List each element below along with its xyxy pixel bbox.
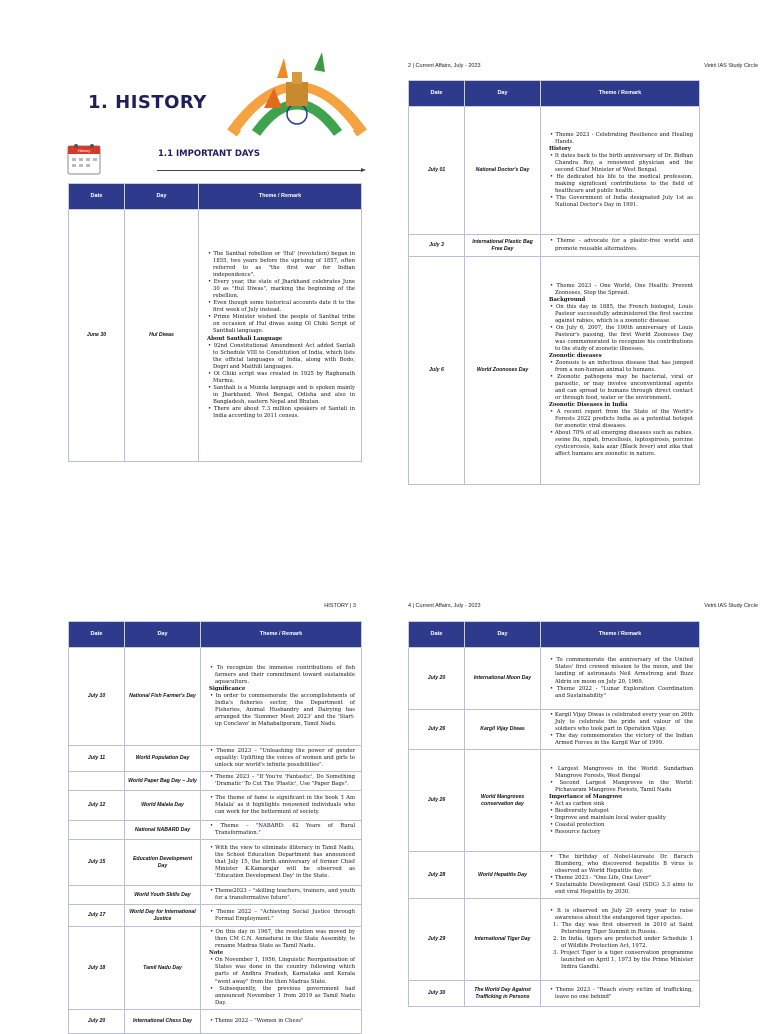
remark-item: • The day commemorates the victory of the Indian Armed Forces in the Kargil War of 1999. xyxy=(549,733,693,747)
table-row xyxy=(409,750,700,852)
important-days-table xyxy=(68,621,362,1034)
cell-day: World Day for International Justice xyxy=(125,905,201,927)
table-row xyxy=(69,648,362,746)
remark-item: 1. The day was first observed in 2010 at Saint Petersburg Tiger Summit in Russia. xyxy=(553,922,693,936)
table-row xyxy=(69,746,362,772)
india-flag-illustration xyxy=(222,48,372,138)
table-row xyxy=(69,840,362,886)
remark-item: • In order to commemorate the accomplishments of India's fisheries sector, the Department of Fisheries, Animal Husbandry and Dairying has arranged the 'Summer Meet 2023' and the 'Start-up Conclave' in Mahabalipuram, Tamil Nadu. xyxy=(209,693,355,728)
cell-remark xyxy=(201,791,362,821)
table-row xyxy=(409,257,700,485)
cell-date: July 15 xyxy=(69,840,125,886)
remark-item: • The birthday of Nobel-laureate Dr. Baruch Blumberg, who discovered hepatitis B virus is observed as World Hepatitis day. xyxy=(549,854,693,875)
cell-remark xyxy=(201,772,362,791)
remark-heading: Importance of Mangrove xyxy=(549,793,623,800)
remark-item: • To commemorate the anniversary of the United States' first crewed mission to the moon, and the landing of astronauts Neil Armstrong and Buzz Aldrin on moon on July 20, 1969. xyxy=(549,657,693,685)
page-2 xyxy=(398,8,768,508)
calendar-icon xyxy=(64,140,104,176)
cell-date: July 6 xyxy=(409,257,465,485)
remark-item: • Theme – "NABARD: 42 Years of Rural Transformation." xyxy=(209,823,355,837)
cell-remark xyxy=(201,886,362,905)
cell-date: July 01 xyxy=(409,107,465,235)
table-row xyxy=(409,981,700,1007)
cell-remark xyxy=(541,107,700,235)
cell-date: July 20 xyxy=(69,1009,125,1033)
remark-item: • Prime Minister wished the people of Santhal tribe on occasion of Hul diwas using Ol Chiki Script of Santhali language. xyxy=(207,314,355,335)
cell-remark xyxy=(541,750,700,852)
cell-remark xyxy=(201,648,362,746)
cell-remark xyxy=(541,852,700,899)
cell-day: The World Day Against Trafficking in Persons xyxy=(465,981,541,1007)
cell-remark xyxy=(201,746,362,772)
table-row xyxy=(409,107,700,235)
remark-item: • Theme 2023 - Celebrating Resilience and Healing Hands. xyxy=(549,132,693,146)
page-header xyxy=(398,63,768,75)
table-row xyxy=(69,210,362,462)
remark-item: • There are about 7.3 million speakers of Santali in India according to 2011 census. xyxy=(207,406,355,420)
cell-date: July 28 xyxy=(409,852,465,899)
remark-item: • Zoonosis is an infectious disease that has jumped from a non-human animal to humans. xyxy=(549,360,693,374)
remark-item: • To recognize the immense contributions of fish farmers and their commitment toward sustainable aquaculture. xyxy=(209,665,355,686)
table-row xyxy=(409,235,700,257)
remark-item: • Biodiversity hotspot xyxy=(549,808,693,815)
col-remark: Theme / Remark xyxy=(541,81,700,107)
chapter-title: 1. HISTORY xyxy=(88,92,207,113)
remark-item: • Sustainable Development Goal (SDG) 3.3 aims to end viral Hepatitis by 2030. xyxy=(549,882,693,896)
cell-remark xyxy=(541,981,700,1007)
remark-item: • He dedicated his life to the medical profession, making significant contributions to the field of healthcare and public health. xyxy=(549,174,693,195)
remark-item: • Theme 2023 – "If You're 'Fantastic', Do Something 'Dramatic' To Cut The 'Plastic', Use "Paper Bags". xyxy=(209,774,355,788)
cell-day: World Population Day xyxy=(125,746,201,772)
cell-date: July 29 xyxy=(409,899,465,981)
remark-item: • Second Largest Mangroves in the World: Pichavaram Mangrove Forests, Tamil Nadu xyxy=(549,780,693,794)
remark-item: • A recent report from the State of the World's Forests 2022 predicts India as a potential hotspot for zoonotic viral diseases. xyxy=(549,409,693,430)
col-day: Day xyxy=(125,184,199,210)
section-title: 1.1 IMPORTANT DAYS xyxy=(158,149,260,159)
remark-heading: Note xyxy=(209,950,224,957)
remark-item: • Theme - advocate for a plastic-free world and promote reusable alternatives. xyxy=(549,238,693,252)
header-right: HISTORY | 3 xyxy=(324,603,356,609)
table-row xyxy=(69,905,362,927)
remark-item: • Theme 2022 – "Women in Chess" xyxy=(209,1018,355,1025)
col-day: Day xyxy=(465,81,541,107)
cell-date: July 17 xyxy=(69,905,125,927)
header-left: 4 | Current Affairs, July - 2023 xyxy=(408,603,481,609)
cell-day: World Youth Skills Day xyxy=(125,886,201,905)
remark-item: • Resource factory xyxy=(549,829,693,836)
cell-day: National NABARD Day xyxy=(125,821,201,840)
important-days-table xyxy=(408,80,700,485)
cell-remark xyxy=(201,821,362,840)
cell-remark xyxy=(541,710,700,750)
cell-day: International Moon Day xyxy=(465,648,541,710)
svg-text:History: History xyxy=(77,148,91,153)
col-remark: Theme / Remark xyxy=(199,184,362,210)
cell-remark xyxy=(201,840,362,886)
remark-item: • It dates back to the birth anniversary of Dr. Bidhan Chandra Roy, a renowned physician and the second Chief Minister of West Bengal. xyxy=(549,153,693,174)
cell-day: International Chess Day xyxy=(125,1009,201,1033)
page-4 xyxy=(398,515,768,1015)
remark-item: 2. In India, tigers are protected under Schedule 1 of Wildlife Protection Act, 1972. xyxy=(553,936,693,950)
cell-day: World Hepatitis Day xyxy=(465,852,541,899)
remark-item: • Theme2023 – "skilling teachers, trainers, and youth for a transformative future". xyxy=(209,888,355,902)
page-header xyxy=(398,603,768,615)
remark-heading: History xyxy=(549,145,571,152)
table-row xyxy=(69,1009,362,1033)
table-row xyxy=(409,648,700,710)
remark-item: • Zoonotic pathogens may be bacterial, viral or parasitic, or may involve unconventional agents and can spread to humans through direct contact or through food, water or the environment. xyxy=(549,374,693,402)
header-right: Vetrii IAS Study Circle xyxy=(704,63,758,69)
header-left: 2 | Current Affairs, July - 2023 xyxy=(408,63,481,69)
table-row xyxy=(69,772,362,791)
cell-day: International Tiger Day xyxy=(465,899,541,981)
cell-day: World Paper Bag Day – July xyxy=(125,772,201,791)
cell-remark xyxy=(541,235,700,257)
important-days-table xyxy=(68,183,362,462)
remark-item: • About 70% of all emerging diseases such as rabies, swine flu, nipah, brucellosis, leptospirosis, porcine cysticercosis, kala azar (Black fever) and zika that affect humans are zoonotic in nature. xyxy=(549,430,693,458)
remark-item: • Kargil Vijay Diwas is celebrated every year on 26th July to celebrate the pride and valour of the soldiers who took part in Operation Vijay. xyxy=(549,712,693,733)
page-1 xyxy=(10,8,380,508)
cell-remark xyxy=(541,899,700,981)
section-rule xyxy=(157,170,362,171)
cell-date: July 12 xyxy=(69,791,125,821)
remark-item: • On July 6, 2007, the 100th anniversary of Louis Pasteur's passing, the first World Zoonoses Day was commemorated to recognize his contributions to the study of zoonotic illnesses. xyxy=(549,325,693,353)
remark-item: • Ol Chiki script was created in 1925 by Raghunath Murmu. xyxy=(207,371,355,385)
remark-item: • Act as carbon sink xyxy=(549,801,693,808)
remark-item: • Theme 2023 - One World, One Health: Prevent Zoonoses, Stop the Spread. xyxy=(549,283,693,297)
col-remark: Theme / Remark xyxy=(201,622,362,648)
remark-item: • Theme 2022 – "Achieving Social Justice through Formal Employment." xyxy=(209,909,355,923)
remark-item: • Theme 2023 - "One Life, One Liver" xyxy=(549,875,693,882)
remark-heading: Zoonotic Diseases in India xyxy=(549,402,628,409)
cell-date: June 30 xyxy=(69,210,125,462)
page-header xyxy=(10,603,380,615)
important-days-table xyxy=(408,621,700,1007)
remark-item: • On this day in 1885, the French biologist, Louis Pasteur successfully administered the first vaccine against rabies, which is a zoonotic disease. xyxy=(549,304,693,325)
cell-remark xyxy=(201,1009,362,1033)
col-remark: Theme / Remark xyxy=(541,622,700,648)
col-day: Day xyxy=(125,622,201,648)
col-date: Date xyxy=(409,81,465,107)
remark-heading: Zoonotic diseases xyxy=(549,352,602,359)
cell-remark xyxy=(541,257,700,485)
remark-item: • On this day in 1967, the resolution was moved by then CM C.N. Annadurai in the State Assembly, to rename Madras State as Tamil Nadu. xyxy=(209,929,355,950)
cell-date: July 3 xyxy=(409,235,465,257)
table-row xyxy=(69,791,362,821)
cell-date: July 20 xyxy=(409,648,465,710)
remark-item: • It is observed on July 29 every year to raise awareness about the endangered tiger species. xyxy=(549,908,693,922)
remark-item: • The Government of India designated July 1st as National Doctor's Day in 1991. xyxy=(549,195,693,209)
cell-day: World Mangroves conservation day xyxy=(465,750,541,852)
col-date: Date xyxy=(69,622,125,648)
cell-remark xyxy=(199,210,362,462)
cell-remark xyxy=(201,927,362,1009)
page-3 xyxy=(10,515,380,1024)
table-row xyxy=(69,821,362,840)
cell-day: World Malala Day xyxy=(125,791,201,821)
remark-item: • Every year, the state of Jharkhand celebrates June 30 as "Hul Diwas", marking the beginning of the rebellion. xyxy=(207,279,355,300)
cell-date: July 30 xyxy=(409,981,465,1007)
remark-heading: Significance xyxy=(209,685,246,692)
table-row xyxy=(409,899,700,981)
cell-day: Education Development Day xyxy=(125,840,201,886)
remark-item: • 92nd Constitutional Amendment Act added Santali to Schedule VIII to Constitution of India, which lists the official languages of India, along with Bodo, Dogri and Maithili languages. xyxy=(207,343,355,371)
cell-date xyxy=(69,886,125,905)
cell-date: July 26 xyxy=(409,710,465,750)
col-day: Day xyxy=(465,622,541,648)
table-row xyxy=(409,852,700,899)
cell-day: International Plastic Bag Free Day xyxy=(465,235,541,257)
remark-heading: Background xyxy=(549,296,586,303)
remark-item: 3. Project Tiger is a tiger conservation programme launched on April 1, 1973 by the Prime Minister Indira Gandhi. xyxy=(553,950,693,971)
cell-date: July 18 xyxy=(69,927,125,1009)
remark-item: • Coastal protection xyxy=(549,822,693,829)
remark-item: • Even though some historical accounts date it to the first week of July instead. xyxy=(207,300,355,314)
cell-remark xyxy=(541,648,700,710)
header-right: Vetrii IAS Study Circle xyxy=(704,603,758,609)
cell-day: National Doctor's Day xyxy=(465,107,541,235)
table-row xyxy=(69,886,362,905)
table-row xyxy=(409,710,700,750)
remark-item: • The theme of fame is significant in the book 'I Am Malala' as it highlights renowned individuals who can work for the betterment of society. xyxy=(209,795,355,816)
remark-item: • The Santhal rebellion or 'Hul' (revolution) began in 1855, two years before the uprising of 1857, often referred to as "the first war for Indian independence". xyxy=(207,251,355,279)
cell-date: July 26 xyxy=(409,750,465,852)
cell-day: National Fish Farmer's Day xyxy=(125,648,201,746)
table-row xyxy=(69,927,362,1009)
remark-item: • Theme 2022 - "Lunar Exploration Coordination and Sustainability" xyxy=(549,686,693,700)
remark-item: • With the view to eliminate illiteracy in Tamil Nadu, the School Education Department has announced that July 15, the birth anniversary of former Chief Minister K.Kamarajar will be observed as 'Education Development Day' in the State. xyxy=(209,845,355,880)
remark-item: • Improve and maintain local water quality xyxy=(549,815,693,822)
remark-item: • Theme 2023 – "Unleashing the power of gender equality: Uplifting the voices of women and girls to unlock our world's infinite possibilities". xyxy=(209,748,355,769)
col-date: Date xyxy=(409,622,465,648)
cell-date xyxy=(69,821,125,840)
remark-item: • On November 1, 1956, Linguistic Reorganisation of States was done in the country following which parts of Andhra Pradesh, Karnataka and Kerala "went away" from the then Madras State. xyxy=(209,957,355,985)
col-date: Date xyxy=(69,184,125,210)
cell-date xyxy=(69,772,125,791)
cell-day: Kargil Vijay Diwas xyxy=(465,710,541,750)
remark-item: • Subsequently, the previous government had announced November 1 from 2019 as Tamil Nadu Day. xyxy=(209,986,355,1007)
cell-day: World Zoonoses Day xyxy=(465,257,541,485)
cell-day: Hul Diwas xyxy=(125,210,199,462)
cell-remark xyxy=(201,905,362,927)
cell-date: July 11 xyxy=(69,746,125,772)
remark-heading: About Santhali Language xyxy=(207,335,283,342)
remark-item: • Santhali is a Munda language and is spoken mainly in Jharkhand, West Bengal, Odisha and also in Bangladesh, eastern Nepal and Bhutan. xyxy=(207,385,355,406)
remark-item: • Theme 2023 - "Reach every victim of trafficking, leave no one behind" xyxy=(549,987,693,1001)
remark-item: • Largest Mangroves in the World: Sundarban Mangrove Forests, West Bengal xyxy=(549,766,693,780)
cell-date: July 10 xyxy=(69,648,125,746)
cell-day: Tamil Nadu Day xyxy=(125,927,201,1009)
